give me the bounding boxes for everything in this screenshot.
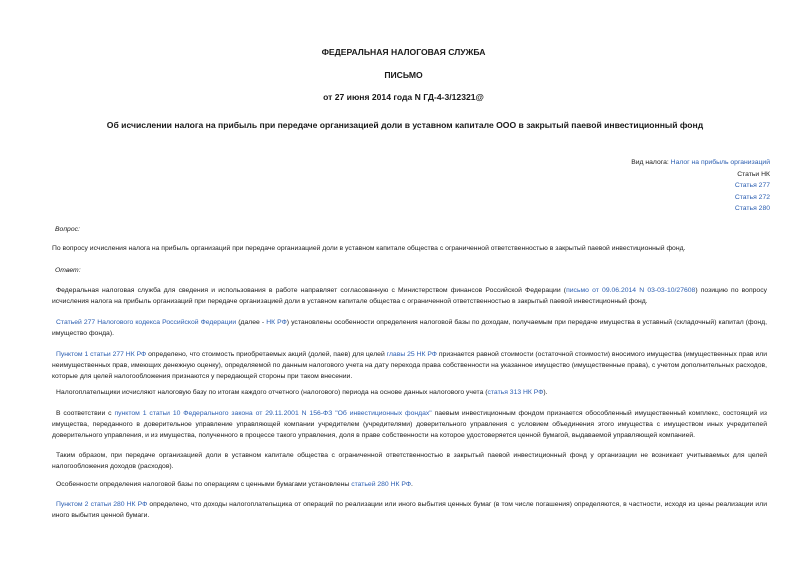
p4-text-end: ). (543, 389, 548, 396)
article-link[interactable]: Статья 280 (734, 205, 770, 212)
p5-text: В соответствии с (56, 410, 115, 417)
document-type: ПИСЬМО (384, 70, 423, 80)
p3-text: определено, что стоимость приобретаемых акций (долей, паев) для целей (146, 351, 387, 358)
federal-law-link[interactable]: пунктом 1 статьи 10 Федерального закона от 29.11.2001 N 156-ФЗ "Об инвестиционных фондах" (114, 410, 432, 417)
p7-text: Особенности определения налоговой базы по операциям с ценными бумагами установлены (56, 481, 352, 488)
agency-name: ФЕДЕРАЛЬНАЯ НАЛОГОВАЯ СЛУЖБА (321, 47, 486, 57)
article-313-link[interactable]: статья 313 НК РФ (487, 389, 544, 396)
document-date-number: от 27 июня 2014 года N ГД-4-3/12321@ (323, 92, 484, 102)
paragraph-1 (52, 285, 767, 307)
tax-type-row (631, 157, 770, 169)
paragraph-4 (52, 387, 767, 398)
p7-text-end: . (410, 481, 413, 488)
articles-label: Статьи НК (737, 170, 770, 178)
p8-text: определено, что доходы налогоплательщика от операций по реализации или иного выбытия ценных бумаг (в том числе погашения) определяются, в частности, исходя из цены реализации или иного выбытия ценной бумаги. (52, 501, 767, 520)
question-label: Вопрос: (55, 226, 80, 233)
paragraph-5 (52, 408, 767, 441)
p3-text-end: признается равной стоимости (остаточной стоимости) вносимого имущества (имущественных прав или неимущественных прав, имеющих денежную оценку), определяемой по данным налогового учета на дату перехода права собственности на указанное имущество (имущественные права), с учетом дополнительных расходов, которые для целей налогообложения признаются у передающей стороны при таком внесении. (52, 351, 768, 381)
document-meta (631, 157, 770, 215)
paragraph-6: Таким образом, при передаче организацией доли в уставном капитале общества с ограниченной ответственностью в закрытый паевой инвестиционный фонд у организации не возникает учитываемых для целей налогообложения доходов (расходов). (52, 452, 767, 471)
p2-text-end: ) установлены особенности определения налоговой базы по доходам, получаемым при передаче имущества в уставный (складочный) капитал (фонд, имущество фонда). (52, 319, 767, 338)
article-link[interactable]: Статья 272 (734, 193, 770, 201)
article-link[interactable]: Статья 277 (734, 182, 770, 189)
tax-code-link[interactable]: Статьей 277 Налогового кодекса Российской Федерации (56, 319, 237, 326)
document-title: Об исчислении налога на прибыль при передаче организацией доли в уставном капитале ООО в закрытый паевой инвестиционный фонд (106, 120, 704, 130)
p1-text-end: ) позицию по вопросу исчисления налога на прибыль организаций при передаче организацией доли в уставном капитале общества с ограниченной ответственностью в закрытый паевой инвестиционный фонд. (52, 287, 767, 306)
question-text: По вопросу исчисления налога на прибыль организаций при передаче организацией доли в уставном капитале общества с ограниченной ответственностью в закрытый паевой инвестиционный фонд. (52, 245, 686, 252)
paragraph-7 (52, 479, 767, 490)
article-277-link[interactable]: Пунктом 1 статьи 277 НК РФ (56, 351, 147, 358)
p1-text: Федеральная налоговая служба для сведения и использования в работе направляет согласованную с Министерством финансов Российской Федерации ( (56, 287, 567, 294)
nk-rf-link[interactable]: НК РФ (266, 319, 287, 326)
p5-text-end: паевым инвестиционным фондом признается обособленный имущественный комплекс, состоящий из имущества, переданного в доверительное управление управляющей компании учредителем (учредителями) доверительного управления с условием объединения этого имущества с имуществом иных учредителей доверительного управления, и из имущества, полученного в процессе такого управления, доля в праве собственности на которое удостоверяется ценной бумагой, выдаваемой управляющей компанией. (52, 410, 767, 440)
article-280-link[interactable]: статьей 280 НК РФ (351, 481, 411, 488)
paragraph-3 (52, 349, 767, 382)
article-280-p2-link[interactable]: Пунктом 2 статьи 280 НК РФ (56, 501, 148, 508)
chapter-25-link[interactable]: главы 25 НК РФ (386, 351, 437, 358)
p2-text: (далее - (236, 319, 267, 326)
answer-label: Ответ: (55, 267, 81, 274)
letter-link[interactable]: письмо от 09.06.2014 N 03-03-10/27608 (566, 287, 696, 294)
tax-type-link[interactable]: Налог на прибыль организаций (670, 159, 770, 166)
p4-text: Налогоплательщики исчисляют налоговую базу по итогам каждого отчетного (налогового) периода на основе данных налогового учета ( (56, 389, 488, 396)
tax-type-label: Вид налога: (631, 159, 671, 166)
paragraph-8 (52, 499, 767, 521)
paragraph-2 (52, 317, 767, 339)
